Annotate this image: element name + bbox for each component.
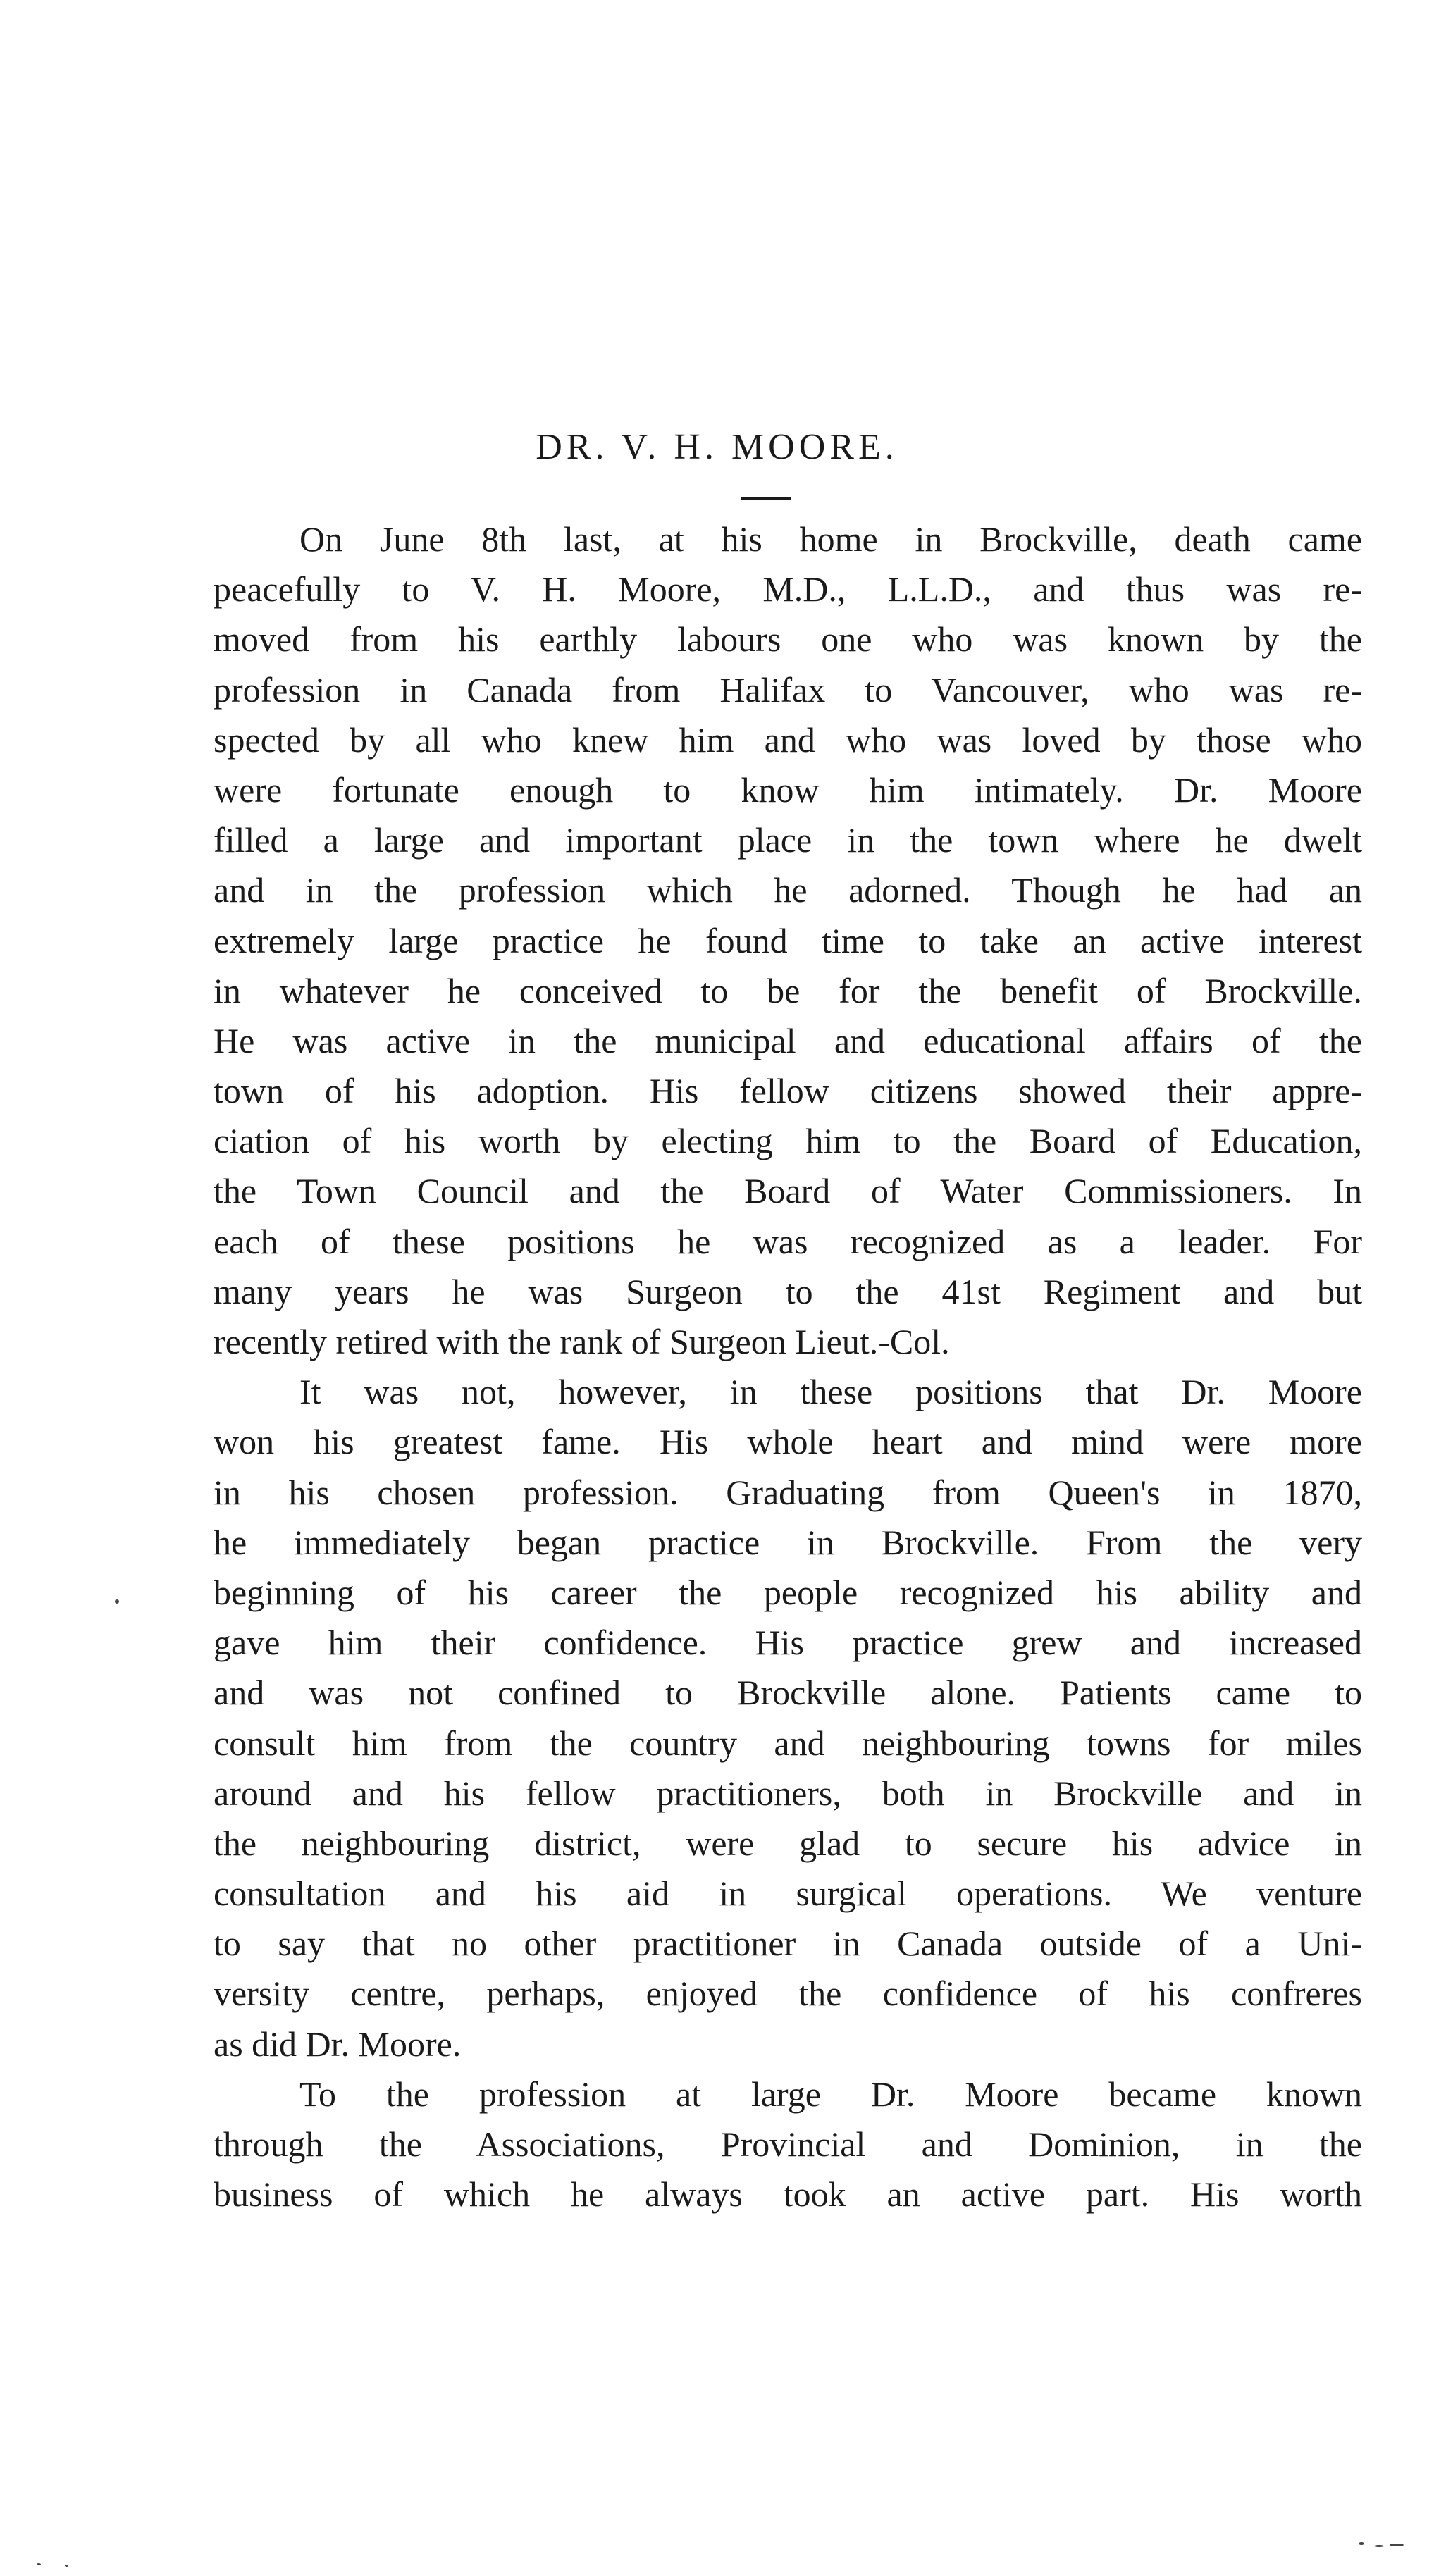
scan-speck	[1374, 2545, 1384, 2547]
text-line: and in the profession which he adorned. Though he had an	[214, 870, 1362, 910]
text-line: spected by all who knew him and who was loved by those who	[214, 719, 1362, 760]
text-line: peacefully to V. H. Moore, M.D., L.L.D., and thus was re-	[214, 569, 1362, 609]
scan-speck	[115, 1599, 119, 1604]
scan-speck	[1359, 2542, 1364, 2545]
text-line: moved from his earthly labours one who was known by the	[214, 619, 1362, 660]
text-line: in his chosen profession. Graduating from Queen's in 1870,	[214, 1472, 1362, 1512]
text-line: each of these positions he was recognized as a leader. For	[214, 1221, 1362, 1261]
text-line: consultation and his aid in surgical operations. We venture	[214, 1874, 1362, 1914]
text-line: town of his adoption. His fellow citizens showed their appre-	[214, 1071, 1362, 1111]
scan-speck	[1390, 2544, 1404, 2546]
text-line: and was not confined to Brockville alone. Patients came to	[214, 1673, 1362, 1713]
text-line: through the Associations, Provincial and Dominion, in the	[214, 2124, 1362, 2164]
text-line: On June 8th last, at his home in Brockville, death came	[299, 519, 1362, 559]
text-line: were fortunate enough to know him intimately. Dr. Moore	[214, 769, 1362, 810]
scan-speck	[37, 2563, 41, 2565]
text-line: gave him their confidence. His practice grew and increased	[214, 1623, 1362, 1663]
text-line: around and his fellow practitioners, both in Brockville and in	[214, 1773, 1362, 1813]
text-line: versity centre, perhaps, enjoyed the confidence of his confreres	[214, 1974, 1362, 2014]
text-line: the neighbouring district, were glad to secure his advice in	[214, 1823, 1362, 1863]
text-line: extremely large practice he found time to take an active interest	[214, 920, 1362, 960]
text-line: many years he was Surgeon to the 41st Regiment and but	[214, 1271, 1362, 1311]
text-line: beginning of his career the people recognized his ability and	[214, 1572, 1362, 1612]
text-line: as did Dr. Moore.	[214, 2024, 462, 2064]
text-line: recently retired with the rank of Surgeon Lieut.-Col.	[214, 1322, 950, 1361]
text-line: he immediately began practice in Brockville. From the very	[214, 1522, 1362, 1562]
text-line: ciation of his worth by electing him to the Board of Education,	[214, 1121, 1362, 1161]
text-line: He was active in the municipal and educational affairs of the	[214, 1020, 1362, 1060]
text-line: filled a large and important place in the town where he dwelt	[214, 820, 1362, 860]
text-line: consult him from the country and neighbouring towns for miles	[214, 1723, 1362, 1763]
title-rule	[741, 497, 791, 500]
article-body	[214, 514, 1362, 2219]
article-title: DR. V. H. MOORE.	[536, 427, 898, 467]
text-line: To the profession at large Dr. Moore became known	[299, 2074, 1362, 2114]
text-line: It was not, however, in these positions that Dr. Moore	[299, 1372, 1362, 1412]
text-line: profession in Canada from Halifax to Vancouver, who was re-	[214, 669, 1362, 710]
text-line: to say that no other practitioner in Canada outside of a Uni-	[214, 1924, 1362, 1964]
text-line: won his greatest fame. His whole heart and mind were more	[214, 1422, 1362, 1462]
scan-speck	[65, 2565, 68, 2567]
text-line: the Town Council and the Board of Water Commissioners. In	[214, 1171, 1362, 1211]
text-line: in whatever he conceived to be for the benefit of Brockville.	[214, 970, 1362, 1010]
text-line: business of which he always took an active part. His worth	[214, 2174, 1362, 2215]
